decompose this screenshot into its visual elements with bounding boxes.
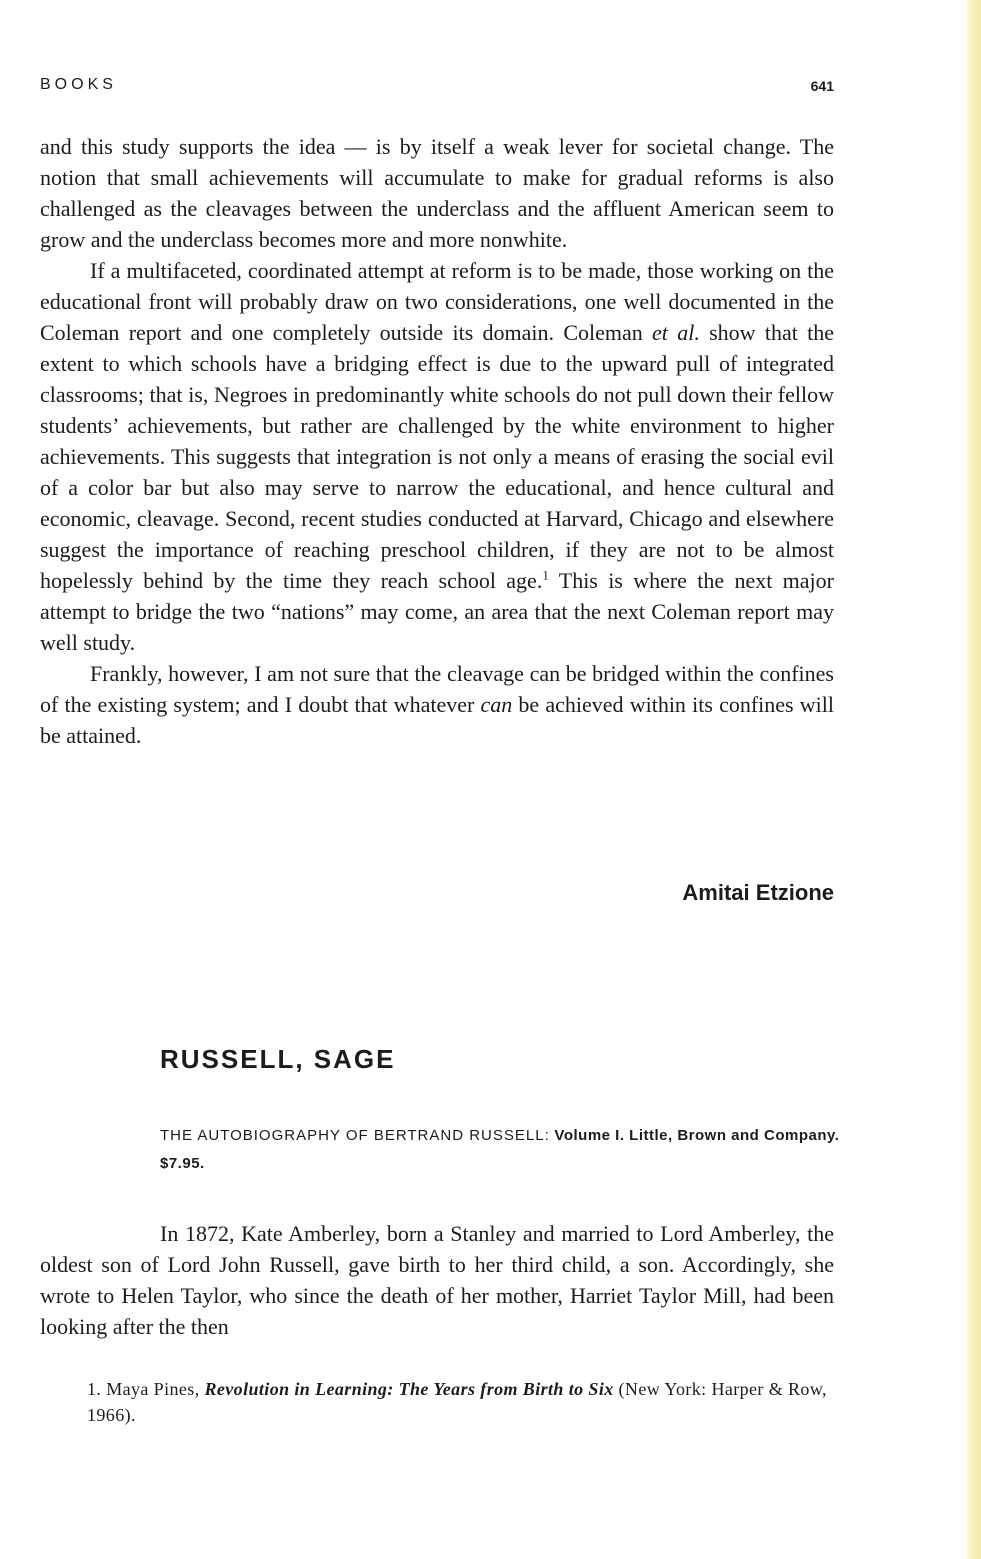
paragraph-1: and this study supports the idea — is by itself a weak lever for societal change. The notion that small achievements will accumulate to make for gradual reforms is also challenged as the cleavages between the underclass and the affluent American seem to grow and the underclass becomes more and more nonwhite.: [40, 134, 834, 252]
paragraph-2-italic: et al.: [652, 320, 700, 345]
paragraph-1: In 1872, Kate Amberley, born a Stanley and married to Lord Amberley, the oldest son of Lord John Russell, gave birth to her third child, a son. Accordingly, she wrote to Helen Taylor, who since the death of her mother, Harriet Taylor Mill, had been looking after the then: [40, 1221, 834, 1339]
paragraph-2-text-b: show that the extent to which schools have a bridging effect is due to the upward pull of integrated classrooms; that is, Negroes in predominantly white schools do not pull down their fellow students’ achievements, but rather are challenged by the white environment to higher achievements. This suggests that integration is not only a means of erasing the social evil of a color bar but also may serve to narrow the educational, and hence cultural and economic, cleavage. Second, recent studies conducted at Harvard, Chicago and elsewhere suggest the importance of reaching preschool children, if they are not to be almost hopelessly behind by the time they reach school age.: [40, 320, 834, 593]
footnote-title: Revolution in Learning: The Years from Birth to Six: [204, 1379, 614, 1399]
running-head: BOOKS: [40, 76, 117, 93]
author-byline: Amitai Etzione: [682, 880, 834, 905]
paragraph-2-text-a: If a multifaceted, coordinated attempt at reform is to be made, those working on the educational front will probably draw on two considerations, one well documented in the Coleman report and one completely outside its domain. Coleman: [40, 258, 834, 345]
footnote-ref: 1: [542, 567, 549, 583]
paragraph-3-text-b: be achieved within its confines will be attained.: [40, 692, 835, 748]
paragraph-3-italic: can: [480, 692, 513, 717]
footnote-author: 1. Maya Pines,: [87, 1379, 205, 1399]
book-info: [160, 1122, 840, 1178]
paragraph-2-text-c: This is where the next major attempt to bridge the two “nations” may come, an area that the next Coleman report may well study.: [40, 568, 834, 655]
paragraph-3-text-a: Frankly, however, I am not sure that the cleavage can be bridged within the confines of the existing system; and I doubt that whatever: [40, 661, 834, 717]
page-edge: [967, 0, 981, 1559]
page-number: 641: [810, 78, 834, 94]
section-title: RUSSELL, SAGE: [160, 1044, 396, 1074]
paragraph-2: [40, 255, 834, 658]
page-header: [40, 76, 834, 100]
footnote: [87, 1376, 837, 1428]
article-russell: [40, 1218, 834, 1342]
paragraph-3: [40, 658, 834, 751]
book-title: THE AUTOBIOGRAPHY OF BERTRAND RUSSELL:: [160, 1127, 550, 1144]
article-etzione: [40, 131, 834, 751]
book-details: Volume I. Little, Brown and Company. $7.95.: [160, 1127, 840, 1172]
footnote-publisher: (New York: Harper & Row, 1966).: [87, 1379, 827, 1425]
